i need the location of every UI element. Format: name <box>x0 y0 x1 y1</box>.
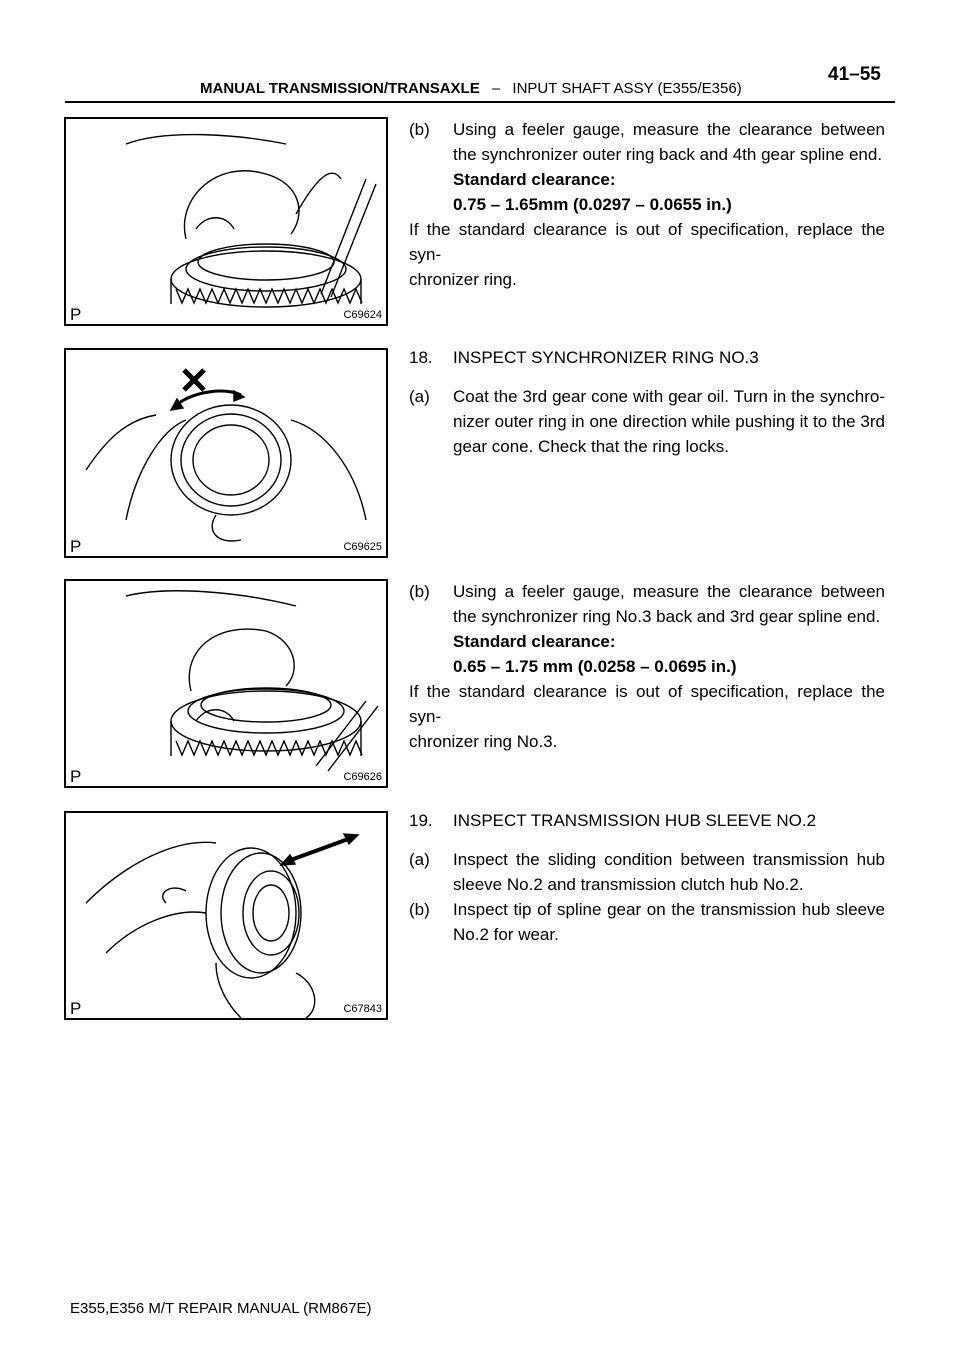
spec-title: Standard clearance: <box>453 170 616 189</box>
figure-p-mark: P <box>70 999 82 1018</box>
step-text-line: Inspect the sliding condition between transmission hub <box>453 850 885 869</box>
step-text-line: the synchronizer ring No.3 back and 3rd gear spline end. <box>453 607 881 626</box>
note-line: If the standard clearance is out of specification, replace the syn- <box>409 220 885 264</box>
spec-value: 0.65 – 1.75 mm (0.0258 – 0.0695 in.) <box>453 657 737 676</box>
step-text-line: Using a feeler gauge, measure the clearance between <box>453 120 885 139</box>
header-section: MANUAL TRANSMISSION/TRANSAXLE <box>200 80 480 97</box>
page-footer: E355,E356 M/T REPAIR MANUAL (RM867E) <box>70 1300 372 1317</box>
header-dash: – <box>491 80 501 97</box>
step-19-section <box>409 808 885 947</box>
block-3rd-gear-clearance <box>409 579 885 754</box>
step-text-line: sleeve No.2 and transmission clutch hub No.2. <box>453 875 804 894</box>
step-b-4th-gear <box>409 117 885 217</box>
step-19b <box>409 897 885 947</box>
spec-title: Standard clearance: <box>453 632 616 651</box>
page-number: 41–55 <box>828 64 881 85</box>
note-line: chronizer ring. <box>409 270 517 289</box>
figure-c69624 <box>64 117 388 326</box>
step-19a <box>409 847 885 897</box>
step-text-line: No.2 for wear. <box>453 925 559 944</box>
step-text-line: the synchronizer outer ring back and 4th gear spline end. <box>453 145 883 164</box>
step-label: (b) <box>409 120 430 139</box>
feeler-gauge-4th-gear-illustration <box>66 119 386 324</box>
step-18b <box>409 579 885 679</box>
step-label: (b) <box>409 582 430 601</box>
step-title: INSPECT SYNCHRONIZER RING NO.3 <box>453 348 759 367</box>
spec-value: 0.75 – 1.65mm (0.0297 – 0.0655 in.) <box>453 195 732 214</box>
header-rule <box>65 101 895 103</box>
figure-p-mark: P <box>70 305 82 324</box>
note-line: chronizer ring No.3. <box>409 732 558 751</box>
figure-code: C69626 <box>343 771 382 783</box>
step-number: 18. <box>409 348 433 367</box>
hub-sleeve-sliding-illustration <box>66 813 386 1018</box>
feeler-gauge-3rd-gear-illustration <box>66 581 386 786</box>
step-text-line: Inspect tip of spline gear on the transmission hub sleeve <box>453 900 885 919</box>
step-text-line: nizer outer ring in one direction while pushing it to the 3rd <box>453 412 885 431</box>
step-text-line: Coat the 3rd gear cone with gear oil. Turn in the synchro- <box>453 387 885 406</box>
step-18-section <box>409 345 885 459</box>
note-line: If the standard clearance is out of specification, replace the syn- <box>409 682 885 726</box>
step-18a <box>409 384 885 459</box>
header-subsection: INPUT SHAFT ASSY (E355/E356) <box>512 80 742 97</box>
block-4th-gear-clearance <box>409 117 885 292</box>
figure-code: C69624 <box>343 309 382 321</box>
step-number: 19. <box>409 811 433 830</box>
figure-c69626 <box>64 579 388 788</box>
step-heading <box>409 345 885 370</box>
step-title: INSPECT TRANSMISSION HUB SLEEVE NO.2 <box>453 811 817 830</box>
figure-p-mark: P <box>70 537 82 556</box>
step-text-line: gear cone. Check that the ring locks. <box>453 437 729 456</box>
step-label: (b) <box>409 900 430 919</box>
synchronizer-ring-turn-illustration <box>66 350 386 556</box>
figure-code: C69625 <box>343 541 382 553</box>
step-heading <box>409 808 885 833</box>
figure-code: C67843 <box>343 1003 382 1015</box>
page-header <box>200 80 742 97</box>
figure-c69625 <box>64 348 388 558</box>
figure-p-mark: P <box>70 767 82 786</box>
figure-c67843 <box>64 811 388 1020</box>
step-text-line: Using a feeler gauge, measure the clearance between <box>453 582 885 601</box>
step-label: (a) <box>409 850 430 869</box>
step-label: (a) <box>409 387 430 406</box>
